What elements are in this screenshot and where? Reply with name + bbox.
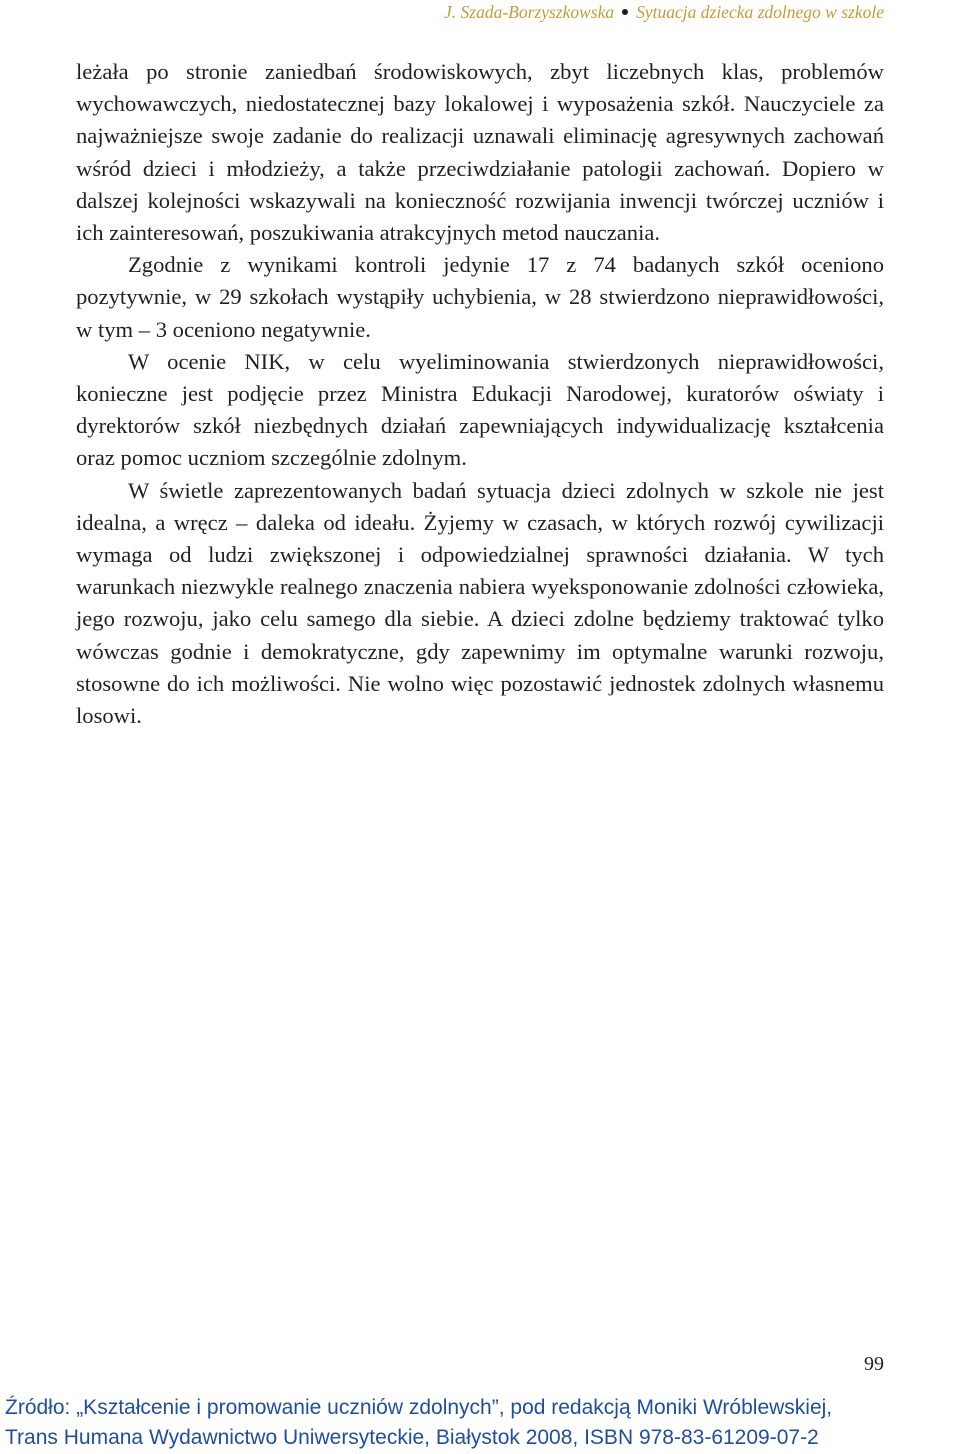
paragraph-3: W ocenie NIK, w celu wyeliminowania stwierdzonych nieprawidłowości, konieczne jest podjęcie przez Ministra Edukacji Narodowej, kuratorów oświaty i dyrektorów szkół niezbędnych działań zapewniających indywidualizację kształcenia oraz pomoc uczniom szczególnie zdolnym. [76, 348, 884, 471]
paragraph-1: leżała po stronie zaniedbań środowiskowych, zbyt liczebnych klas, problemów wychowawczych, niedostatecznej bazy lokalowej i wyposażenia szkół. Nauczyciele za najważniejsze swoje zadanie do realizacji uznawali eliminację agresywnych zachowań wśród dzieci i młodzieży, a także przeciwdziałanie patologii zachowań. Dopiero w dalszej kolejności wskazywali na konieczność rozwijania inwencji twórczej uczniów i ich zainteresowań, poszukiwania atrakcyjnych metod nauczania. [76, 59, 884, 246]
source-note-line-1: Źródło: „Kształcenie i promowanie uczniów zdolnych”, pod redakcją Moniki Wróblewskiej, [5, 1396, 833, 1419]
paragraph-2: Zgodnie z wynikami kontroli jedynie 17 z 74 badanych szkół oceniono pozytywnie, w 29 szkołach wystąpiły uchybienia, w 28 stwierdzono nieprawidłowości, w tym – 3 oceniono negatywnie. [76, 252, 884, 342]
source-note-line-2: Trans Humana Wydawnictwo Uniwersyteckie, Białystok 2008, ISBN 978-83-61209-07-2 [5, 1426, 819, 1449]
running-head [444, 2, 884, 23]
source-note [5, 1393, 960, 1453]
bullet-separator-icon [622, 9, 628, 15]
body-text [76, 56, 884, 732]
running-head-title: Sytuacja dziecka zdolnego w szkole [636, 2, 884, 22]
paragraph-4: W świetle zaprezentowanych badań sytuacja dzieci zdolnych w szkole nie jest idealna, a wręcz – daleka od ideału. Żyjemy w czasach, w których rozwój cywilizacji wymaga od ludzi zwiększonej i odpowiedzialnej sprawności działania. W tych warunkach niezwykle realnego znaczenia nabiera wyeksponowanie zdolności człowieka, jego rozwoju, jako celu samego dla siebie. A dzieci zdolne będziemy traktować tylko wówczas godnie i demokratyczne, gdy zapewnimy im optymalne warunki rozwoju, stosowne do ich możliwości. Nie wolno więc pozostawić jednostek zdolnych własnemu losowi. [76, 477, 884, 729]
running-head-author: J. Szada-Borzyszkowska [444, 2, 615, 22]
page-number: 99 [864, 1353, 884, 1375]
